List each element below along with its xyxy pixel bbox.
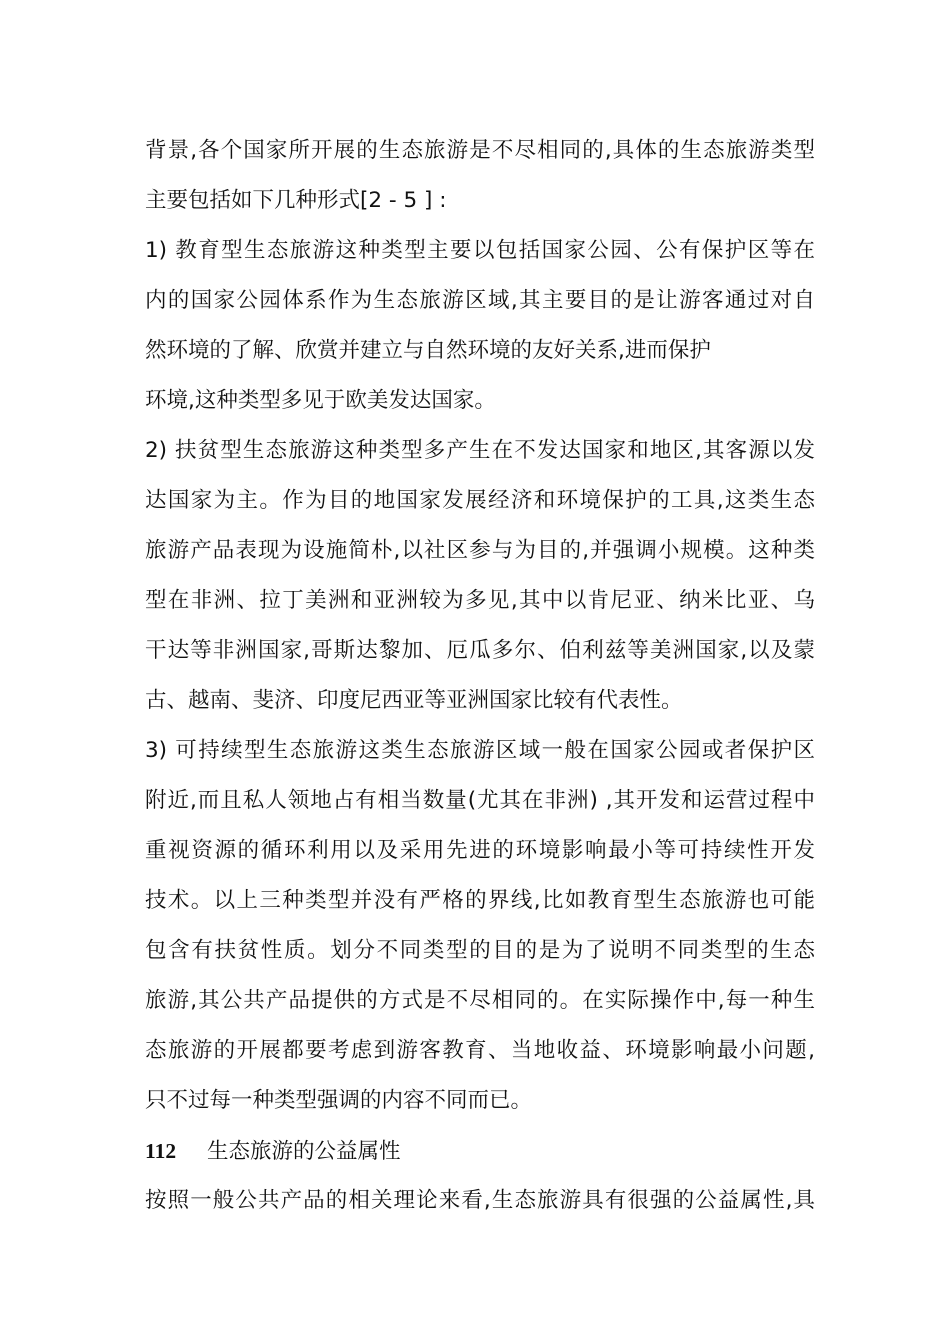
paragraph-line: 型在非洲、拉丁美洲和亚洲较为多见,其中以肯尼亚、纳米比亚、乌 xyxy=(145,588,815,613)
paragraph-line: 1) 教育型生态旅游这种类型主要以包括国家公园、公有保护区等在 xyxy=(145,238,815,263)
paragraph-line: 干达等非洲国家,哥斯达黎加、厄瓜多尔、伯利兹等美洲国家,以及蒙 xyxy=(145,638,815,663)
paragraph-line: 古、越南、斐济、印度尼西亚等亚洲国家比较有代表性。 xyxy=(145,688,683,713)
paragraph-line: 3) 可持续型生态旅游这类生态旅游区域一般在国家公园或者保护区 xyxy=(145,738,815,763)
paragraph-line: 附近,而且私人领地占有相当数量(尤其在非洲) ,其开发和运营过程中 xyxy=(145,788,815,813)
paragraph-line: 技术。以上三种类型并没有严格的界线,比如教育型生态旅游也可能 xyxy=(145,888,815,913)
paragraph-line: 达国家为主。作为目的地国家发展经济和环境保护的工具,这类生态 xyxy=(145,488,815,513)
paragraph-line: 然环境的了解、欣赏并建立与自然环境的友好关系,进而保护 xyxy=(145,338,711,363)
paragraph-line: 旅游产品表现为设施简朴,以社区参与为目的,并强调小规模。这种类 xyxy=(145,538,815,563)
paragraph-line: 重视资源的循环利用以及采用先进的环境影响最小等可持续性开发 xyxy=(145,838,815,863)
paragraph-line: 内的国家公园体系作为生态旅游区域,其主要目的是让游客通过对自 xyxy=(145,288,815,313)
paragraph-line: 环境,这种类型多见于欧美发达国家。 xyxy=(145,388,496,413)
paragraph-line: 按照一般公共产品的相关理论来看,生态旅游具有很强的公益属性,具 xyxy=(145,1188,815,1213)
section-heading xyxy=(145,1131,815,1171)
paragraph-line: 主要包括如下几种形式[2 - 5 ] : xyxy=(145,188,447,213)
paragraph-line: 只不过每一种类型强调的内容不同而已。 xyxy=(145,1088,533,1113)
paragraph-line: 背景,各个国家所开展的生态旅游是不尽相同的,具体的生态旅游类型 xyxy=(145,138,815,163)
paragraph-line: 态旅游的开展都要考虑到游客教育、当地收益、环境影响最小问题, xyxy=(145,1038,815,1063)
section-title: 生态旅游的公益属性 xyxy=(207,1139,401,1164)
paragraph-line: 包含有扶贫性质。划分不同类型的目的是为了说明不同类型的生态 xyxy=(145,938,815,963)
paragraph-line: 旅游,其公共产品提供的方式是不尽相同的。在实际操作中,每一种生 xyxy=(145,988,815,1013)
section-number: 112 xyxy=(145,1139,177,1163)
paragraph-line: 2) 扶贫型生态旅游这种类型多产生在不发达国家和地区,其客源以发 xyxy=(145,438,815,463)
